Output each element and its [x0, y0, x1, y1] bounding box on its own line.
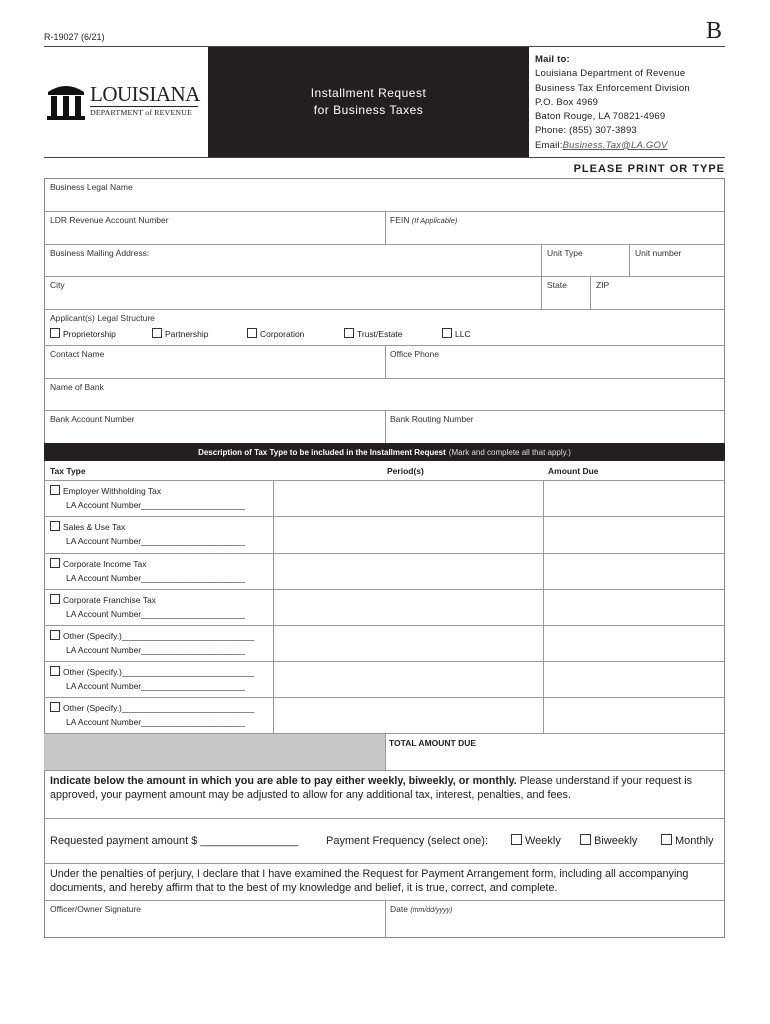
requested-payment-field[interactable]: Requested payment amount $ ________________ — [50, 835, 299, 847]
la-account-field[interactable]: LA Account Number______________________ — [66, 500, 246, 510]
col-divider — [541, 244, 542, 309]
checkbox-icon[interactable] — [50, 702, 60, 712]
tax-type-label: Corporate Income Tax — [63, 559, 147, 569]
mail-line: Louisiana Department of Revenue — [535, 68, 686, 80]
option-label: Biweekly — [594, 835, 638, 847]
print-note: PLEASE PRINT OR TYPE — [573, 163, 725, 175]
structure-option[interactable] — [344, 328, 403, 339]
tax-type-label: Other (Specify.)____________________________ — [63, 703, 255, 713]
tax-type-label: Employer Withholding Tax — [63, 486, 162, 496]
tax-type-option[interactable] — [50, 558, 146, 569]
mailing-address-field[interactable]: Business Mailing Address: — [50, 248, 150, 258]
tax-row — [44, 626, 725, 662]
col-divider — [385, 900, 386, 938]
row-divider — [44, 770, 725, 771]
freq-option-monthly[interactable] — [661, 834, 714, 847]
legal-structure-label: Applicant(s) Legal Structure — [50, 313, 155, 323]
email-label: Email: — [535, 139, 563, 151]
unit-number-field[interactable]: Unit number — [635, 248, 682, 258]
col-tax-type: Tax Type — [50, 466, 86, 476]
checkbox-icon[interactable] — [50, 485, 60, 495]
form-code: R-19027 (6/21) — [44, 32, 105, 42]
tax-row — [44, 590, 725, 626]
tax-section-note: (Mark and complete all that apply.) — [448, 447, 571, 457]
row-divider — [44, 863, 725, 864]
tax-type-option[interactable] — [50, 594, 156, 605]
mail-to-block — [535, 53, 690, 153]
ldr-logo — [44, 78, 204, 122]
la-account-field[interactable]: LA Account Number______________________ — [66, 609, 246, 619]
tax-type-option[interactable] — [50, 702, 254, 713]
checkbox-icon[interactable] — [50, 521, 60, 531]
structure-option[interactable] — [442, 328, 471, 339]
form-title — [208, 47, 529, 157]
option-label: Monthly — [675, 835, 714, 847]
tax-row — [44, 481, 725, 517]
option-label: Weekly — [525, 835, 561, 847]
fein-label: FEIN — [390, 215, 410, 225]
date-label: Date — [390, 904, 408, 914]
office-phone-field[interactable]: Office Phone — [390, 349, 439, 359]
bank-routing-field[interactable]: Bank Routing Number — [390, 414, 474, 424]
tax-row — [44, 662, 725, 698]
signature-field[interactable]: Officer/Owner Signature — [50, 904, 142, 914]
checkbox-icon[interactable] — [511, 834, 522, 845]
col-divider — [590, 276, 591, 309]
col-divider — [385, 734, 386, 770]
corner-letter: B — [706, 18, 723, 44]
title-line-1: Installment Request — [310, 86, 427, 100]
checkbox-icon[interactable] — [580, 834, 591, 845]
checkbox-icon[interactable] — [50, 630, 60, 640]
row-divider — [44, 818, 725, 819]
tax-type-label: Other (Specify.)____________________________ — [63, 631, 255, 641]
checkbox-icon[interactable] — [247, 328, 257, 338]
mail-line: P.O. Box 4969 — [535, 96, 599, 108]
structure-option[interactable] — [152, 328, 208, 339]
la-account-field[interactable]: LA Account Number______________________ — [66, 573, 246, 583]
row-divider — [44, 309, 725, 310]
la-account-field[interactable]: LA Account Number______________________ — [66, 717, 246, 727]
tax-row — [44, 517, 725, 553]
col-divider — [385, 211, 386, 244]
la-account-field[interactable]: LA Account Number______________________ — [66, 681, 246, 691]
col-divider — [385, 345, 386, 378]
mail-heading: Mail to: — [535, 54, 570, 65]
tax-type-label: Corporate Franchise Tax — [63, 595, 156, 605]
unit-type-field[interactable]: Unit Type — [547, 248, 583, 258]
freq-option-weekly[interactable] — [511, 834, 561, 847]
logo-subtitle: DEPARTMENT of REVENUE — [90, 106, 198, 117]
fein-field[interactable] — [390, 215, 457, 225]
tax-type-option[interactable] — [50, 630, 254, 641]
checkbox-icon[interactable] — [344, 328, 354, 338]
structure-option[interactable] — [50, 328, 116, 339]
legal-name-field[interactable]: Business Legal Name — [50, 182, 133, 192]
checkbox-icon[interactable] — [661, 834, 672, 845]
la-account-field[interactable]: LA Account Number______________________ — [66, 645, 246, 655]
ldr-account-field[interactable]: LDR Revenue Account Number — [50, 215, 169, 225]
logo-wordmark: LOUISIANA — [90, 82, 200, 106]
mail-line: Phone: (855) 307-3893 — [535, 125, 637, 137]
title-line-2: for Business Taxes — [313, 103, 424, 117]
option-label: Partnership — [165, 329, 209, 339]
fein-note: (If Applicable) — [411, 216, 458, 225]
row-divider — [44, 244, 725, 245]
col-divider — [385, 410, 386, 443]
shaded-cell — [44, 734, 385, 770]
row-divider — [44, 378, 725, 379]
la-account-field[interactable]: LA Account Number______________________ — [66, 536, 246, 546]
option-label: Trust/Estate — [357, 329, 403, 339]
email-link[interactable]: Business.Tax@LA.GOV — [562, 139, 668, 151]
col-amount-due: Amount Due — [548, 466, 599, 476]
tax-type-option[interactable] — [50, 485, 161, 496]
header-bottom-rule — [44, 157, 725, 158]
row-divider — [44, 276, 725, 277]
checkbox-icon[interactable] — [50, 666, 60, 676]
city-field[interactable]: City — [50, 280, 65, 290]
col-periods: Period(s) — [387, 466, 424, 476]
option-label: Corporation — [260, 329, 305, 339]
tax-row — [44, 554, 725, 590]
checkbox-icon[interactable] — [442, 328, 452, 338]
checkbox-icon[interactable] — [50, 328, 60, 338]
mail-line: Baton Rouge, LA 70821-4969 — [535, 111, 666, 123]
tax-row — [44, 698, 725, 734]
tax-type-label: Sales & Use Tax — [63, 522, 126, 532]
state-field[interactable]: State — [547, 280, 567, 290]
payment-instructions — [50, 774, 720, 802]
structure-option[interactable] — [247, 328, 304, 339]
checkbox-icon[interactable] — [50, 558, 60, 568]
freq-option-biweekly[interactable] — [580, 834, 637, 847]
option-label: Proprietorship — [63, 329, 116, 339]
option-label: LLC — [455, 329, 471, 339]
col-divider — [629, 244, 630, 276]
bank-account-field[interactable]: Bank Account Number — [50, 414, 135, 424]
checkbox-icon[interactable] — [152, 328, 162, 338]
tax-section-header — [44, 443, 725, 461]
contact-name-field[interactable]: Contact Name — [50, 349, 105, 359]
tax-section-title: Description of Tax Type to be included in the Installment Request — [198, 447, 446, 457]
checkbox-icon[interactable] — [50, 594, 60, 604]
zip-field[interactable]: ZIP — [596, 280, 610, 290]
tax-type-label: Other (Specify.)____________________________ — [63, 667, 255, 677]
capitol-logo-icon — [44, 78, 88, 122]
tax-type-option[interactable] — [50, 666, 254, 677]
payment-frequency-label: Payment Frequency (select one): — [326, 835, 489, 847]
total-amount-due-field[interactable]: TOTAL AMOUNT DUE — [389, 738, 477, 748]
date-field[interactable] — [390, 904, 452, 914]
mail-line: Business Tax Enforcement Division — [535, 82, 690, 94]
declaration-text: Under the penalties of perjury, I declare that I have examined the Request for Payment Arrangement form, including all accompanying documents, and hereby affirm that to the best of my knowledge and belief, it is true, correct, and complete. — [50, 868, 689, 894]
payment-intro-rest: Please understand if your request is approved, your payment amount may be adjusted to allow for any additional tax, interest, penalties, and fees. — [50, 775, 693, 801]
date-format-note: (mm/dd/yyyy) — [410, 907, 453, 914]
bank-name-field[interactable]: Name of Bank — [50, 382, 104, 392]
tax-type-option[interactable] — [50, 521, 125, 532]
payment-intro-bold: Indicate below the amount in which you are able to pay either weekly, biweekly, or monthly. — [50, 775, 517, 787]
